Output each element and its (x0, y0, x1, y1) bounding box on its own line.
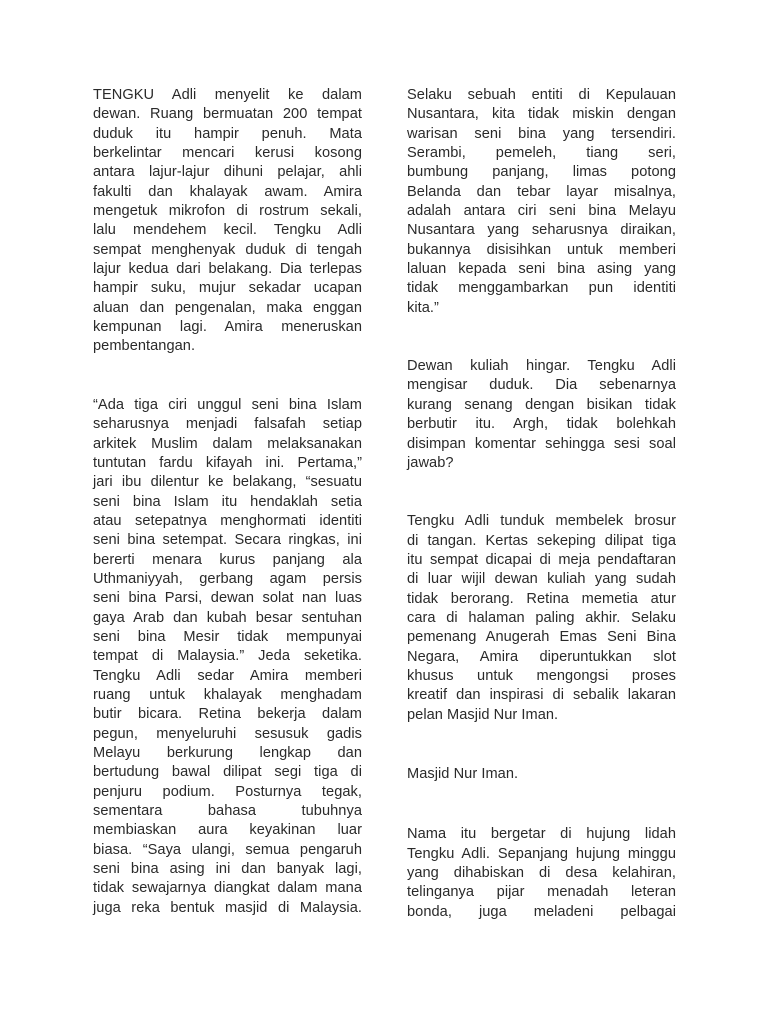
text-line: bumbung panjang, limas potong (407, 164, 676, 181)
text-line: hampir suku, mujur sekadar ucapan (93, 280, 362, 297)
text-line: duduk itu hampir penuh. Mata (93, 125, 362, 142)
paragraph-gap (407, 318, 676, 357)
text-line: seni bina setempat. Secara ringkas, ini (93, 532, 362, 549)
paragraph-gap (93, 357, 362, 396)
text-line: Nama itu bergetar di hujung lidah (407, 826, 676, 843)
text-line: Nusantara yang seharusnya diraikan, (407, 222, 676, 239)
text-line: sempat menghenyak duduk di tengah (93, 241, 362, 258)
text-line: Dewan kuliah hingar. Tengku Adli (407, 358, 676, 375)
text-line: seni bina Mesir tidak mempunyai (93, 628, 362, 645)
text-line: gaya Arab dan kubah besar sentuhan (93, 609, 362, 626)
text-line: arkitek Muslim dalam melaksanakan (93, 435, 362, 452)
text-line: berkelintar mencari kerusi kosong (93, 145, 362, 162)
paragraph-right-1 (407, 86, 676, 318)
text-line: membiaskan aura keyakinan luar (93, 822, 362, 839)
text-line: lajur kedua dari belakang. Dia terlepas (93, 261, 362, 278)
text-line: jawab? (407, 454, 454, 471)
paragraph-right-2 (407, 357, 676, 473)
text-line: butir bicara. Retina bekerja dalam (93, 706, 362, 723)
text-line: kita.” (407, 299, 439, 316)
text-line: mengisar duduk. Dia sebenarnya (407, 377, 676, 394)
text-line: pemenang Anugerah Emas Seni Bina (407, 629, 676, 646)
text-line: aluan dan pengenalan, maka enggan (93, 299, 362, 316)
paragraph-right-5 (407, 825, 676, 922)
text-line: Nusantara, kita tidak miskin dengan (407, 106, 676, 123)
text-line: telinganya pijar menadah leteran (407, 884, 676, 901)
right-column (407, 86, 676, 922)
text-line: adalah antara ciri seni bina Melayu (407, 203, 676, 220)
text-line: itu sempat dicapai di meja pendaftaran (407, 551, 676, 568)
text-line: tidak berorang. Retina memetia atur (407, 590, 676, 607)
text-line: kreatif dan inspirasi di sebalik lakaran (407, 687, 676, 704)
text-line: dewan. Ruang bermuatan 200 tempat (93, 106, 362, 123)
text-line: seni bina asing ini dan banyak lagi, (93, 861, 362, 878)
paragraph-left-1 (93, 86, 362, 357)
text-line: Tengku Adli. Sepanjang hujung minggu (407, 845, 676, 862)
text-line: “Ada tiga ciri unggul seni bina Islam (93, 396, 362, 413)
text-line: tuntutan fardu kifayah ini. Pertama,” (93, 454, 362, 471)
text-line: ruang untuk khalayak menghadam (93, 686, 362, 703)
text-line: bukannya disisihkan untuk memberi (407, 241, 676, 258)
text-line: yang dihabiskan di desa kelahiran, (407, 865, 676, 881)
text-line: bonda, juga meladeni pelbagai (407, 903, 676, 920)
paragraph-left-2 (93, 396, 362, 918)
text-line: penjuru podium. Posturnya tegak, (93, 783, 362, 800)
text-line: bertudung bawal dilipat segi tiga di (93, 764, 362, 781)
text-line: seni bina Parsi, dewan solat nan luas (93, 590, 362, 607)
text-line: berbutir itu. Argh, tidak bolehkah (407, 416, 676, 433)
paragraph-right-4 (407, 765, 676, 784)
text-line: pegun, menyeluruhi sesusuk gadis (93, 725, 362, 742)
text-line: mengetuk mikrofon di rostrum sekali, (93, 203, 362, 220)
text-line: di tangan. Kertas sekeping dilipat tiga (407, 532, 676, 549)
text-line: biasa. “Saya ulangi, semua pengaruh (93, 841, 362, 858)
text-line: disimpan komentar sehingga sesi soal (407, 435, 676, 452)
text-line: seharusnya menjadi falsafah setiap (93, 416, 362, 433)
text-line: Melayu berkurung lengkap dan (93, 745, 362, 761)
text-line: Negara, Amira diperuntukkan slot (407, 648, 676, 665)
text-line: kempunan lagi. Amira meneruskan (93, 319, 362, 336)
text-line: sementara bahasa tubuhnya (93, 803, 362, 820)
text-line: Selaku sebuah entiti di Kepulauan (407, 87, 676, 103)
paragraph-gap (407, 784, 676, 825)
text-line: kurang senang dengan bisikan tidak (407, 396, 676, 413)
text-line: pembentangan. (93, 338, 196, 355)
text-line: khusus untuk mengongsi proses (407, 667, 676, 684)
left-column (93, 86, 362, 918)
text-line: Tengku Adli tunduk membelek brosur (407, 513, 676, 530)
text-line: atau setepatnya menghormati identiti (93, 512, 362, 529)
text-line: fakulti dan khalayak awam. Amira (93, 183, 362, 200)
text-line: Tengku Adli sedar Amira memberi (93, 667, 362, 684)
text-line: TENGKU Adli menyelit ke dalam (93, 87, 362, 103)
text-line: tidak menggambarkan pun identiti (407, 280, 676, 297)
text-line: Uthmaniyyah, gerbang agam persis (93, 570, 362, 587)
text-line: tempat di Malaysia.” Jeda seketika. (93, 648, 362, 665)
text-line: di luar wijil dewan kuliah yang sudah (407, 571, 676, 588)
paragraph-gap (407, 473, 676, 512)
text-line: cara di halaman paling akhir. Selaku (407, 609, 676, 626)
paragraph-right-3 (407, 512, 676, 725)
text-line: warisan seni bina yang tersendiri. (407, 125, 676, 142)
text-line: laluan kepada seni bina asing yang (407, 261, 676, 278)
text-line: Serambi, pemeleh, tiang seri, (407, 145, 676, 162)
paragraph-gap (407, 725, 676, 765)
text-line: bererti menara kurus panjang ala (93, 551, 362, 568)
text-line: pelan Masjid Nur Iman. (407, 706, 559, 723)
text-line: seni bina Islam itu hendaklah setia (93, 493, 362, 510)
text-line: antara lajur-lajur dihuni pelajar, ahli (93, 164, 362, 181)
text-line: Masjid Nur Iman. (407, 765, 519, 782)
text-line: tidak sewajarnya diangkat dalam mana (93, 880, 362, 897)
text-line: lalu mendehem kecil. Tengku Adli (93, 222, 362, 239)
text-line: Belanda dan tebar layar misalnya, (407, 183, 676, 200)
text-line: jari ibu dilentur ke belakang, “sesuatu (93, 474, 362, 491)
text-line: juga reka bentuk masjid di Malaysia. (93, 899, 362, 916)
